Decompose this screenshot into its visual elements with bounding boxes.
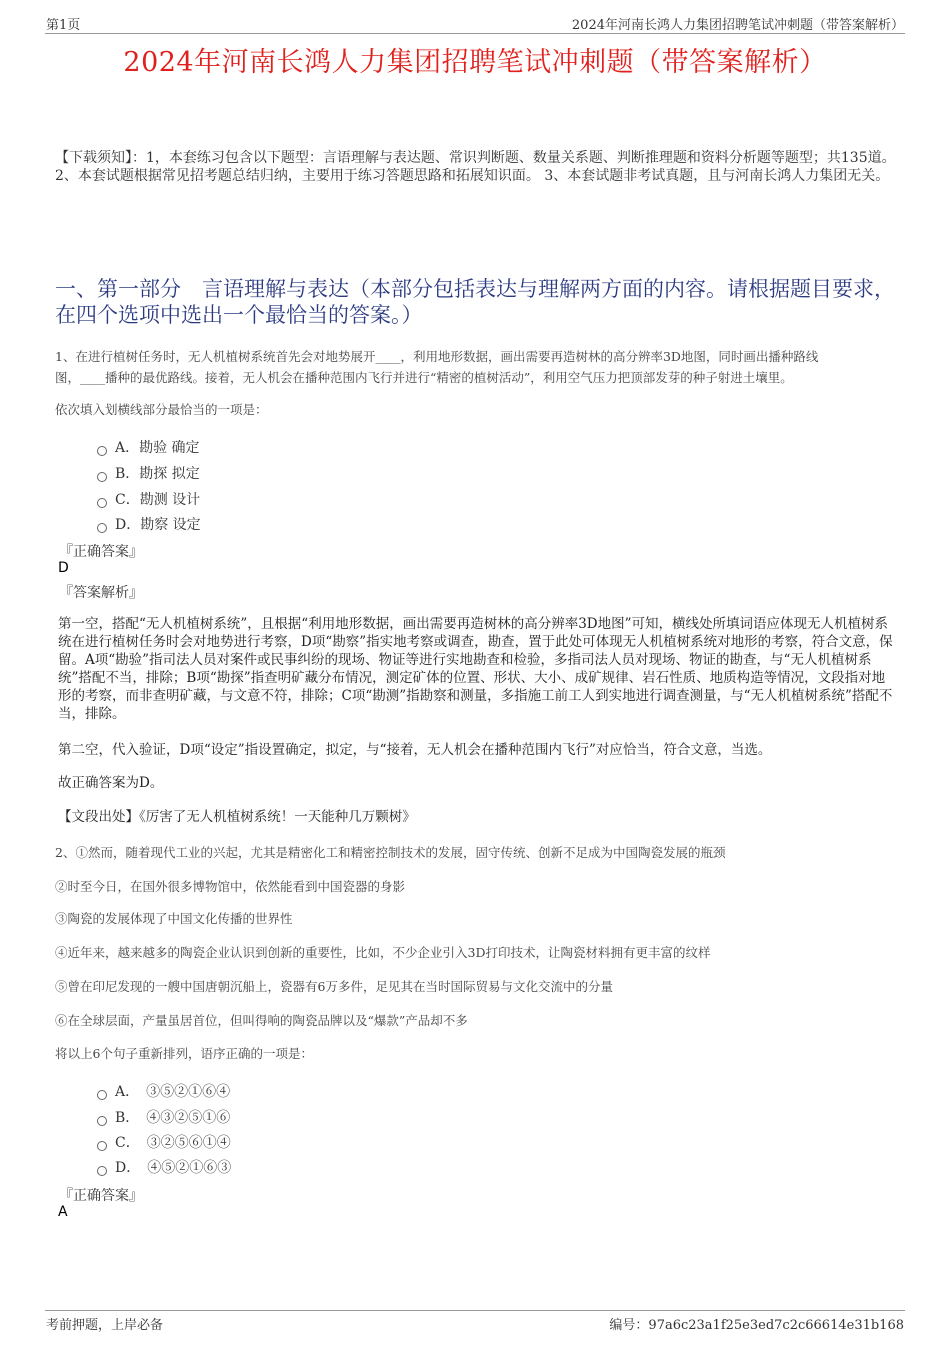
q2-stem: 2、①然而，随着现代工业的兴起，尤其是精密化工和精密控制技术的发展，固守传统、创新不足成为中国陶瓷发展的瓶颈 (55, 845, 726, 860)
q2-sentence-2: ②时至今日，在国外很多博物馆中，依然能看到中国瓷器的身影 (55, 879, 406, 894)
q2-sentence-3: ③陶瓷的发展体现了中国文化传播的世界性 (55, 911, 293, 926)
q2-sentence-4: ④近年来，越来越多的陶瓷企业认识到创新的重要性，比如，不少企业引入3D打印技术，让陶瓷材料拥有更丰富的纹样 (55, 945, 711, 960)
q1-answer: D (58, 560, 69, 576)
q2-option-d[interactable]: D． ④⑤②①⑥③ (97, 1157, 231, 1177)
q1-analysis-p2: 第二空，代入验证，D项“设定”指设置确定，拟定，与“接着，无人机会在播种范围内飞行”对应恰当，符合文意，当选。 (58, 742, 772, 758)
q1-stem-line1: 1、在进行植树任务时，无人机植树系统首先会对地势展开____，利用地形数据，画出需要再造树林的高分辨率3D地图，同时画出播种路线 (55, 349, 819, 364)
header-rule (45, 33, 905, 34)
q2-option-b[interactable]: B． ④③②⑤①⑥ (97, 1107, 230, 1127)
q1-option-b[interactable]: B．勘探 拟定 (97, 463, 200, 483)
q1-option-d[interactable]: D．勘察 设定 (97, 514, 201, 534)
radio-icon[interactable] (97, 472, 107, 482)
radio-icon[interactable] (97, 1116, 107, 1126)
radio-icon[interactable] (97, 523, 107, 533)
q1-analysis-label: 『答案解析』 (59, 585, 143, 601)
q1-option-a[interactable]: A．勘验 确定 (97, 437, 200, 457)
q2-option-a[interactable]: A． ③⑤②①⑥④ (97, 1081, 230, 1101)
q2-option-c[interactable]: C． ③②⑤⑥①④ (97, 1132, 231, 1152)
download-notice: 【下载须知】：1，本套练习包含以下题型：言语理解与表达题、常识判断题、数量关系题、判断推理题和资料分析题等题型；共135道。 2、本套试题根据常见招考题总结归纳，主要用于练习答题思路和拓展知识面。 3、本套试题非考试真题，且与河南长鸿人力集团无关。 (55, 150, 896, 184)
q1-stem-line2: 图，____播种的最优路线。接着，无人机会在播种范围内飞行并进行“精密的植树活动”，利用空气压力把顶部发芽的种子射进土壤里。 (55, 370, 793, 385)
radio-icon[interactable] (97, 1090, 107, 1100)
radio-icon[interactable] (97, 1141, 107, 1151)
section-heading: 一、第一部分 言语理解与表达（本部分包括表达与理解两方面的内容。请根据题目要求，在四个选项中选出一个最恰当的答案。） (55, 277, 895, 327)
q2-sentence-6: ⑥在全球层面，产量虽居首位，但叫得响的陶瓷品牌以及“爆款”产品却不多 (55, 1013, 468, 1028)
q1-answer-label: 『正确答案』 (59, 544, 143, 560)
footer-doc-id: 编号：97a6c23a1f25e3ed7c2c66614e31b168 (609, 1318, 904, 1333)
radio-icon[interactable] (97, 498, 107, 508)
q2-sentence-5: ⑤曾在印尼发现的一艘中国唐朝沉船上，瓷器有6万多件，足见其在当时国际贸易与文化交流中的分量 (55, 979, 613, 994)
q1-option-c[interactable]: C．勘测 设计 (97, 489, 200, 509)
q2-prompt: 将以上6个句子重新排列，语序正确的一项是： (55, 1046, 313, 1061)
page-title: 2024年河南长鸿人力集团招聘笔试冲刺题（带答案解析） (123, 47, 827, 78)
page-number: 第1页 (46, 18, 81, 33)
radio-icon[interactable] (97, 446, 107, 456)
q1-prompt: 依次填入划横线部分最恰当的一项是： (55, 402, 268, 417)
q1-analysis-p1: 第一空，搭配“无人机植树系统”，且根据“利用地形数据，画出需要再造树林的高分辨率3D地图”可知，横线处所填词语应体现无人机植树系统在进行植树任务时会对地势进行考察，D项“勘察”指实地考察或调查，勘查，置于此处可体现无人机植树系统对地形的考察，符合文意，保留。A项“勘验”指司法人员对案件或民事纠纷的现场、物证等进行实地勘查和检验，多指司法人员对现场、物证的勘查，与“无人机植树系统”搭配不当，排除；B项“勘探”指查明矿藏分布情况，测定矿体的位置、形状、大小、成矿规律、岩石性质、地质构造等情况，文段指对地形的考察，而非查明矿藏，与文意不符，排除；C项“勘测”指勘察和测量，多指施工前工人到实地进行调查测量，与“无人机植树系统”搭配不当，排除。 (58, 616, 893, 722)
q1-analysis-p3: 故正确答案为D。 (58, 775, 164, 791)
q1-source: 【文段出处】《厉害了无人机植树系统！一天能种几万颗树》 (58, 809, 416, 825)
header-doc-title: 2024年河南长鸿人力集团招聘笔试冲刺题（带答案解析） (571, 18, 904, 33)
footer-rule (45, 1310, 905, 1311)
footer-slogan: 考前押题，上岸必备 (46, 1318, 164, 1333)
radio-icon[interactable] (97, 1166, 107, 1176)
q2-answer-label: 『正确答案』 (59, 1188, 143, 1204)
q2-answer: A (58, 1204, 68, 1220)
